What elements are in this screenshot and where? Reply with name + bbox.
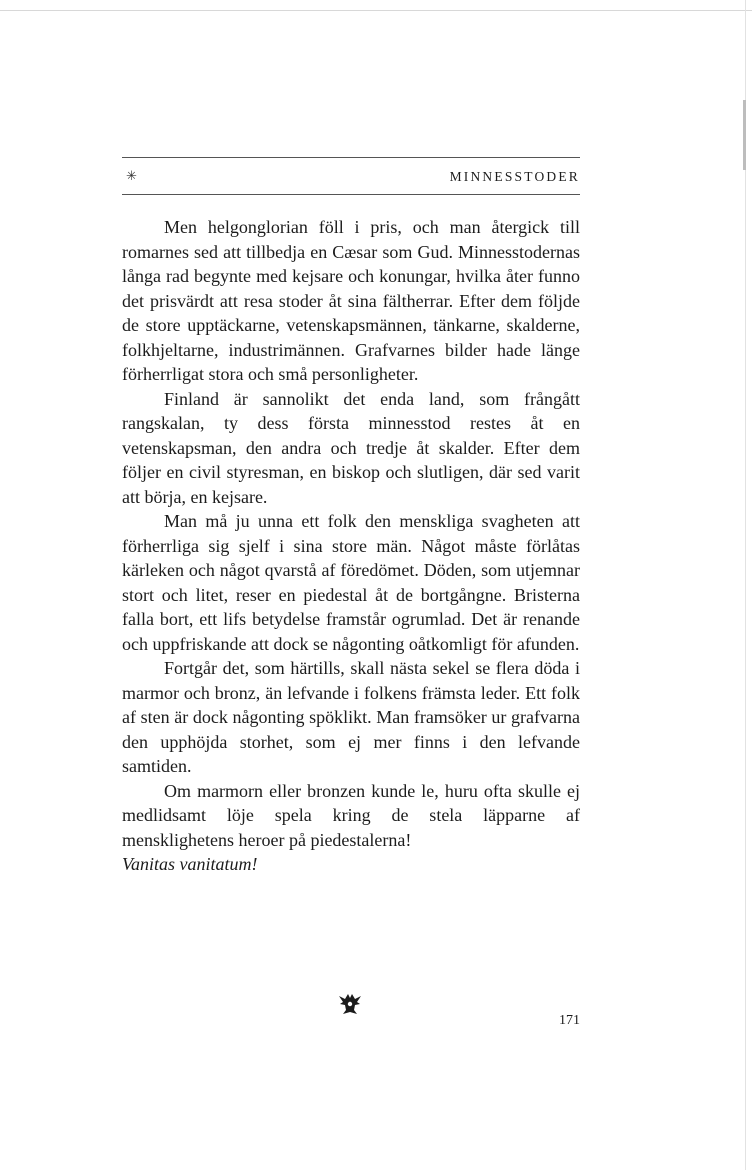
body-text: [122, 215, 580, 877]
running-header: [122, 157, 580, 197]
asterisk-ornament-icon: ✳: [126, 168, 137, 183]
paragraph-4: Fortgår det, som härtills, skall nästa sekel se flera döda i marmor och bronz, än lefvande i folkens främsta leder. Ett folk af sten är dock någonting spöklikt. Man framsöker ur grafvarna den upphöjda storhet, som ej mer finns i den lefvande samtiden.: [122, 658, 580, 776]
paragraph-3: Man må ju unna ett folk den menskliga svagheten att förherrliga sig sjelf i sina store män. Något måste förlåtas kärleken och något qvarstå af föredömet. Döden, som utjemnar stort och litet, reser en piedestal åt de bortgångne. Bristerna falla bort, ett lifs betydelse framstår ogrumlad. Det är renande och uppfriskande att dock se någonting oåtkomligt för afunden.: [122, 511, 580, 654]
scan-edge-mark: [743, 100, 746, 170]
printers-fleuron-icon: [335, 990, 365, 1018]
closing-phrase: Vanitas vanitatum!: [122, 854, 258, 874]
paragraph-5: Om marmorn eller bronzen kunde le, huru ofta skulle ej medlidsamt löje spela kring de stela läpparne af mensklighetens heroer på piedestalerna!: [122, 780, 580, 850]
paragraph-1: Men helgonglorian föll i pris, och man återgick till romarnes sed att tillbedja en Cæsar som Gud. Minnesstodernas långa rad begynte med kejsare och konungar, hvilka åter funno det prisvärdt att resa stoder åt sina fältherrar. Efter dem följde de store upptäckarne, vetenskapsmännen, tänkarne, skalderne, folkhjeltarne, industrimännen. Grafvarnes bilder hade länge förherrligat stora och små personligheter.: [122, 217, 580, 384]
scan-edge-right: [745, 0, 746, 1170]
header-rule-bottom: [122, 194, 580, 195]
scan-edge-top: [0, 10, 752, 11]
paragraph-2: Finland är sannolikt det enda land, som frångått rangskalan, ty dess första minnesstod restes åt en vetenskapsman, den andra och tredje åt skalder. Efter dem följer en civil styresman, en biskop och slutligen, där sed varit att börja, en kejsare.: [122, 388, 580, 507]
page-number: 171: [559, 1013, 580, 1028]
header-rule-top: [122, 157, 580, 158]
running-title: MINNESSTODER: [449, 169, 580, 184]
